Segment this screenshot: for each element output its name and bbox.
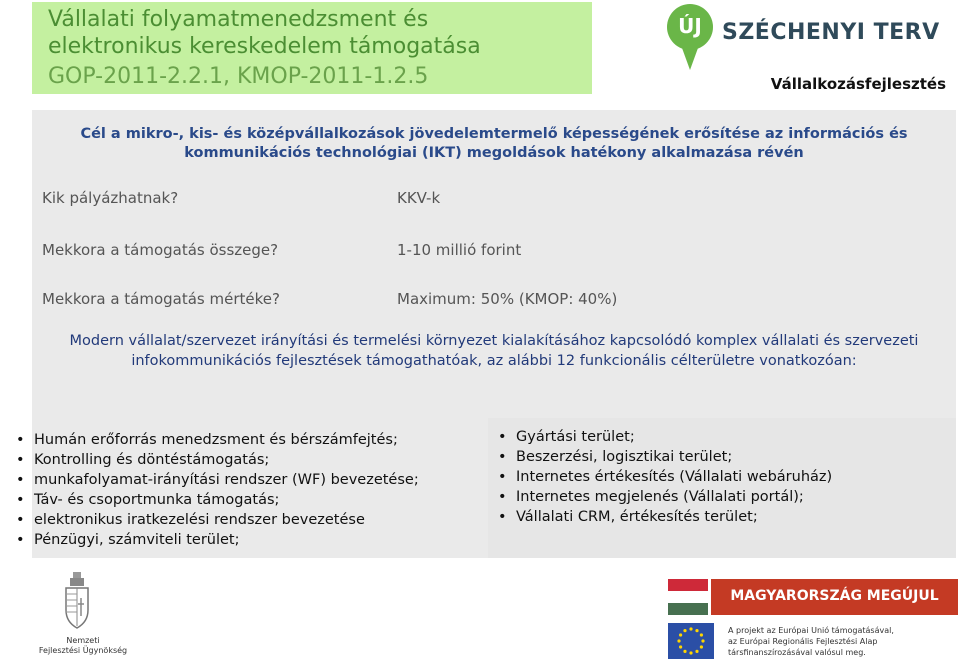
section-label: Vállalkozásfejlesztés — [770, 75, 946, 93]
list-item: • Kontrolling és döntéstámogatás; — [14, 450, 482, 470]
fact-answer-amount: 1-10 millió forint — [397, 241, 522, 259]
fact-answer-rate: Maximum: 50% (KMOP: 40%) — [397, 290, 618, 308]
fact-question-rate: Mekkora a támogatás mértéke? — [42, 290, 280, 308]
list-item: • Vállalati CRM, értékesítés terület; — [496, 507, 954, 527]
goal-statement: Cél a mikro-, kis- és középvállalkozások jövedelemtermelő képességének erősítése az információs és kommunikációs technológiai (IKT) megoldások hatékony alkalmazása révén — [80, 126, 908, 161]
list-item: • munkafolyamat-irányítási rendszer (WF) bevezetése; — [14, 470, 482, 490]
hungary-renews-text: MAGYARORSZÁG MEGÚJUL — [730, 588, 939, 604]
fact-question-applicants: Kik pályázhatnak? — [42, 189, 179, 207]
list-item: • Internetes értékesítés (Vállalati webáruház) — [496, 467, 954, 487]
coat-of-arms-icon — [62, 572, 92, 632]
fact-question-amount: Mekkora a támogatás összege? — [42, 241, 279, 259]
left-target-list — [14, 430, 482, 550]
hungary-flag-icon — [668, 579, 708, 615]
header-title-line1: Vállalati folyamatmenedzsment és — [48, 7, 429, 32]
szechenyi-logo-uj: ÚJ — [678, 14, 702, 38]
list-item: • Gyártási terület; — [496, 427, 954, 447]
eu-flag-icon — [668, 623, 714, 659]
szechenyi-logo-pin — [682, 48, 698, 70]
szechenyi-logo-name: SZÉCHENYI TERV — [722, 20, 940, 45]
eu-funding-statement: A projekt az Európai Unió támogatásával, az Európai Regionális Fejlesztési Alap társfinanszírozásával valósul meg. — [728, 626, 894, 657]
list-item: • Humán erőforrás menedzsment és bérszámfejtés; — [14, 430, 482, 450]
header-codes: GOP-2011-2.2.1, KMOP-2011-1.2.5 — [48, 64, 429, 89]
fact-answer-applicants: KKV-k — [397, 189, 441, 207]
list-item: • elektronikus iratkezelési rendszer bevezetése — [14, 510, 482, 530]
agency-name: Nemzeti Fejlesztési Ügynökség — [38, 636, 128, 655]
list-item: • Táv- és csoportmunka támogatás; — [14, 490, 482, 510]
header-title-line2: elektronikus kereskedelem támogatása — [48, 34, 481, 59]
list-item: • Pénzügyi, számviteli terület; — [14, 530, 482, 550]
description: Modern vállalat/szervezet irányítási és termelési környezet kialakításához kapcsolódó komplex vállalati és szervezeti infokommunikációs fejlesztések támogathatóak, az alábbi 12 funkcionális célterületre vonatkozóan: — [69, 333, 919, 369]
list-item: • Internetes megjelenés (Vállalati portál); — [496, 487, 954, 507]
right-target-list — [496, 427, 954, 527]
list-item: • Beszerzési, logisztikai terület; — [496, 447, 954, 467]
